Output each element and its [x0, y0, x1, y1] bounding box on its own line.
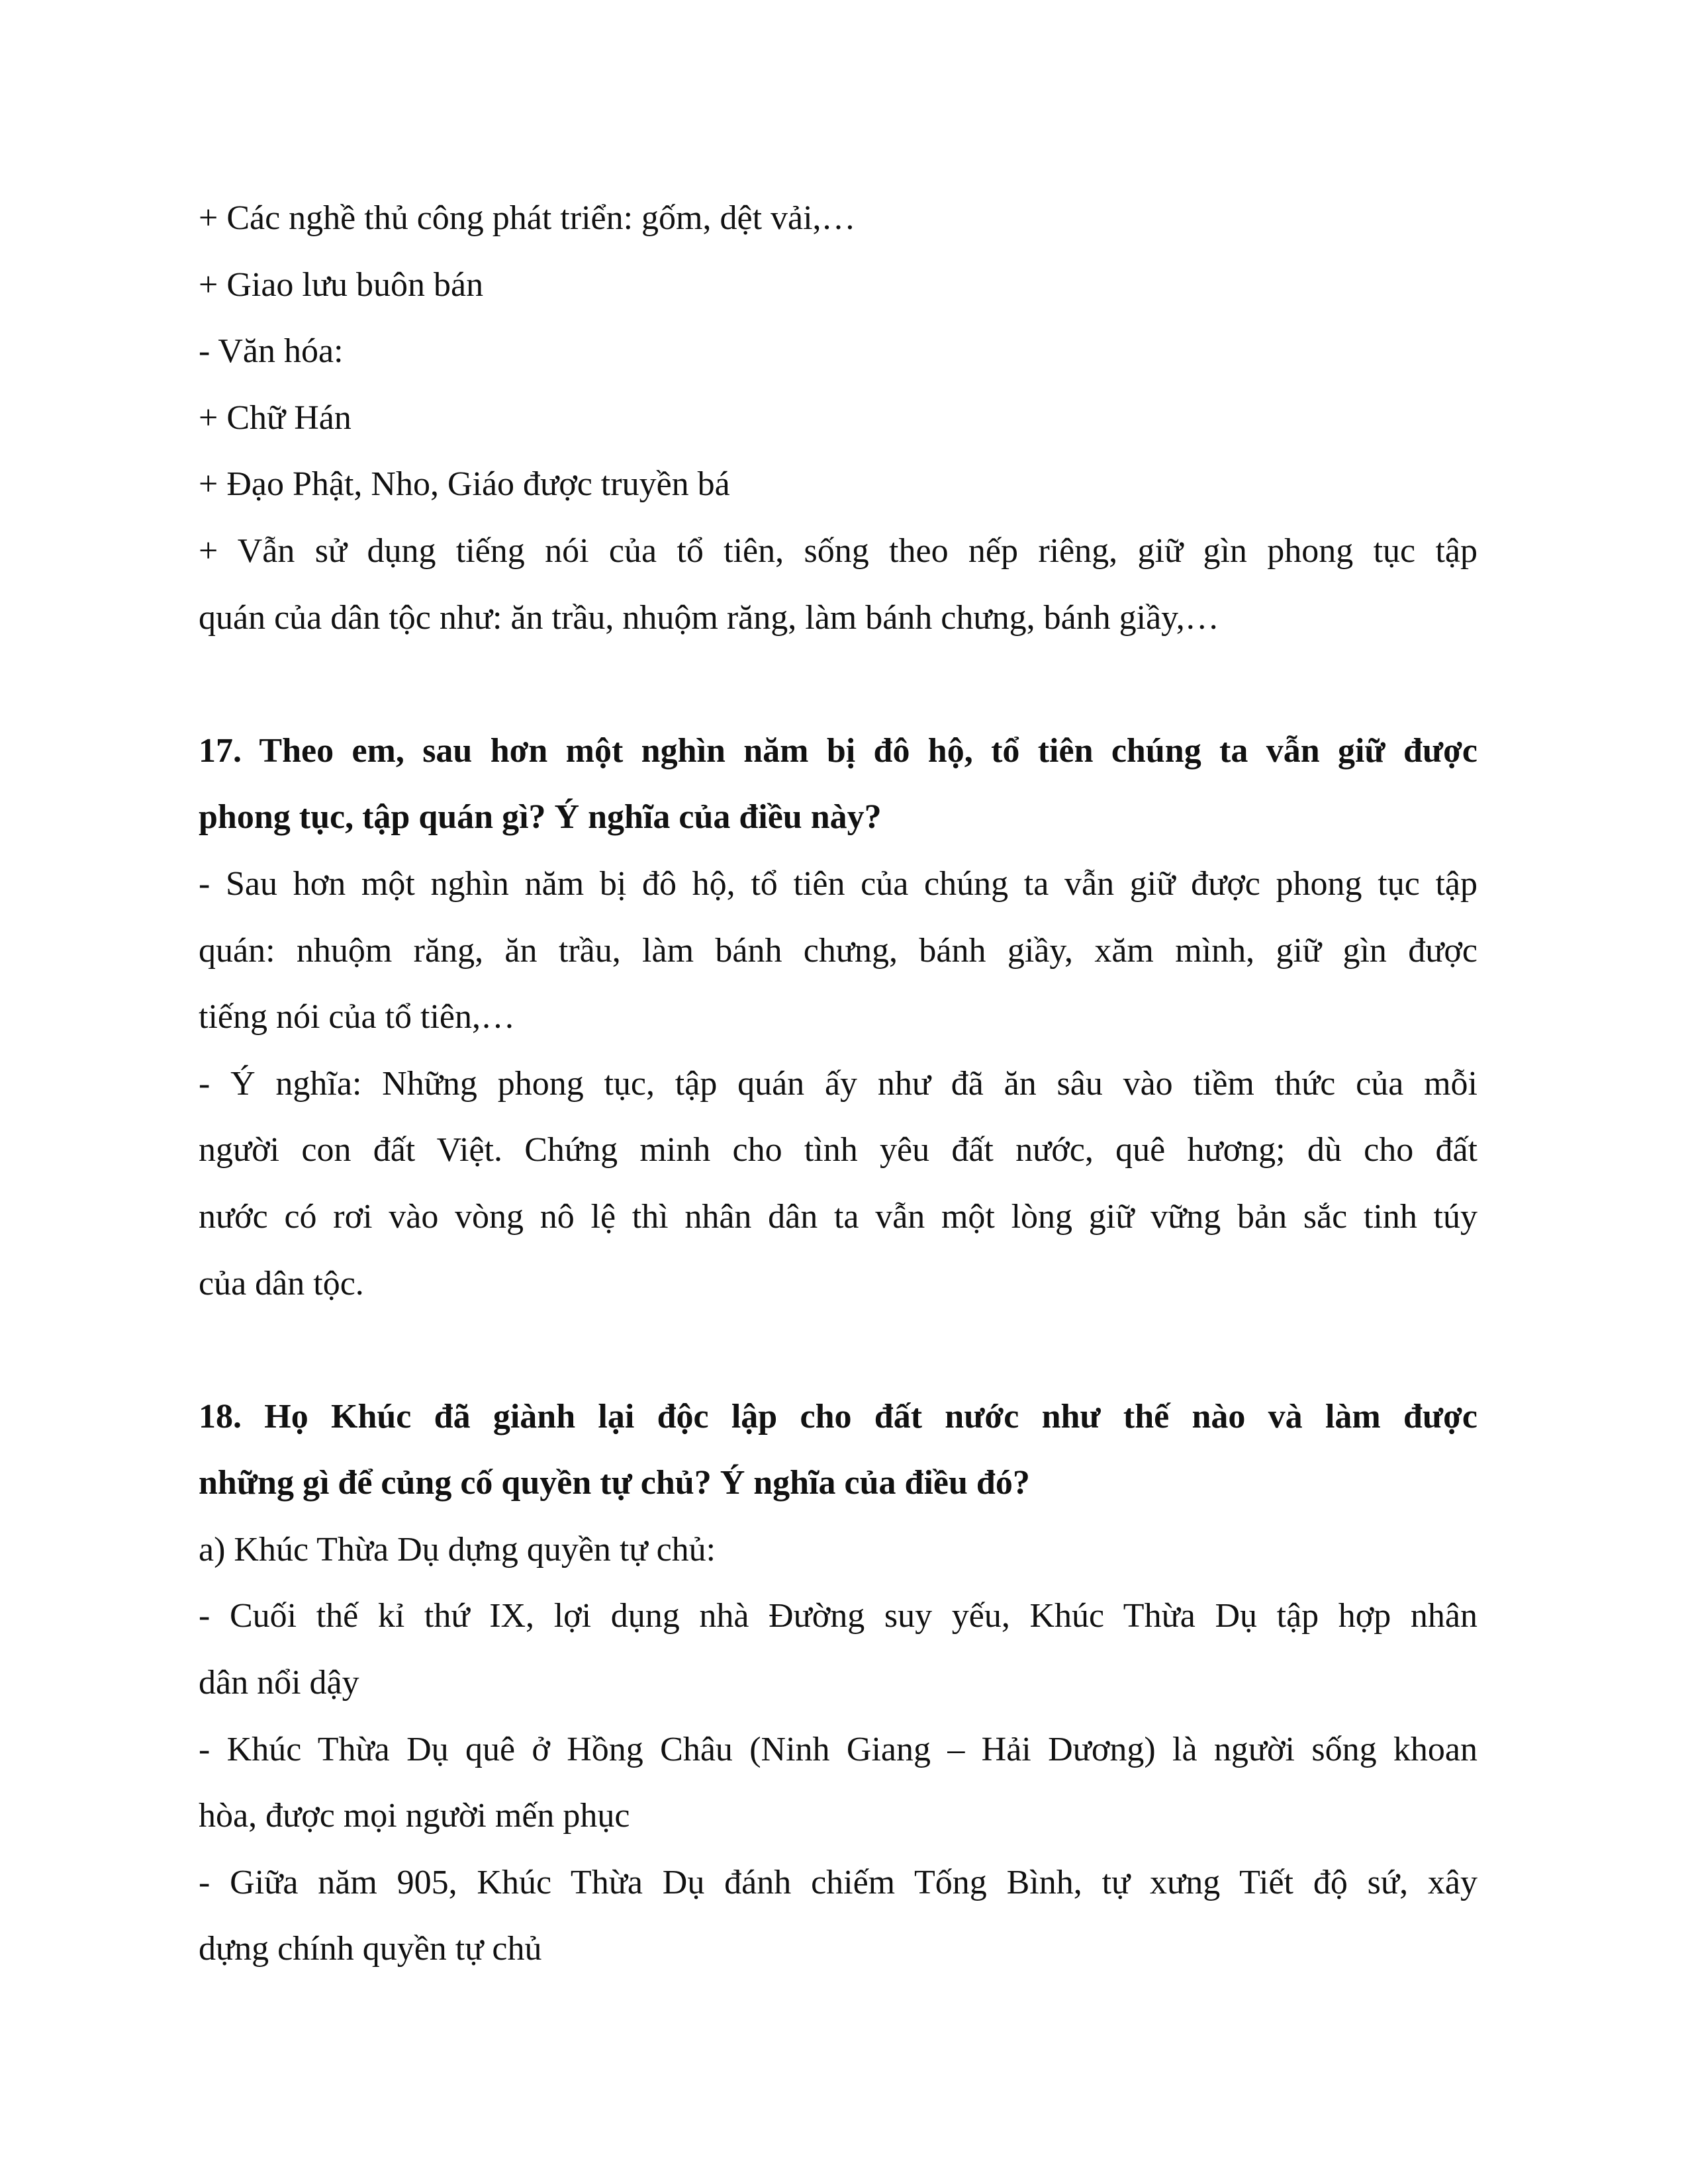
text-line: - Giữa năm 905, Khúc Thừa Dụ đánh chiếm Tống Bình, tự xưng Tiết độ sứ, xây	[199, 1863, 1477, 1901]
text-line: quán: nhuộm răng, ăn trầu, làm bánh chưng, bánh giầy, xăm mình, giữ gìn được	[199, 931, 1477, 970]
text-line: + Đạo Phật, Nho, Giáo được truyền bá	[199, 465, 730, 504]
question-18-heading: 18. Họ Khúc đã giành lại độc lập cho đất nước như thế nào và làm được	[199, 1397, 1477, 1435]
text-line: - Cuối thế kỉ thứ IX, lợi dụng nhà Đường suy yếu, Khúc Thừa Dụ tập hợp nhân	[199, 1597, 1477, 1635]
text-line: - Văn hóa:	[199, 332, 344, 371]
text-line: + Vẫn sử dụng tiếng nói của tổ tiên, sống theo nếp riêng, giữ gìn phong tục tập	[199, 531, 1477, 570]
text-line: a) Khúc Thừa Dụ dựng quyền tự chủ:	[199, 1530, 716, 1569]
text-line: + Giao lưu buôn bán	[199, 265, 484, 304]
text-line: dân nổi dậy	[199, 1664, 359, 1702]
text-line: + Các nghề thủ công phát triển: gốm, dệt vải,…	[199, 199, 856, 237]
question-17-heading: 17. Theo em, sau hơn một nghìn năm bị đô hộ, tổ tiên chúng ta vẫn giữ được	[199, 731, 1477, 770]
text-line: nước có rơi vào vòng nô lệ thì nhân dân ta vẫn một lòng giữ vững bản sắc tinh túy	[199, 1197, 1477, 1236]
text-line: tiếng nói của tổ tiên,…	[199, 998, 516, 1036]
text-line: quán của dân tộc như: ăn trầu, nhuộm răng, làm bánh chưng, bánh giầy,…	[199, 598, 1219, 637]
text-line: - Khúc Thừa Dụ quê ở Hồng Châu (Ninh Giang – Hải Dương) là người sống khoan	[199, 1730, 1477, 1768]
text-line: của dân tộc.	[199, 1264, 364, 1302]
question-17-heading: phong tục, tập quán gì? Ý nghĩa của điều này?	[199, 798, 882, 837]
text-line: dựng chính quyền tự chủ	[199, 1930, 542, 1968]
document-page	[199, 185, 1477, 1983]
paragraph-gap	[199, 651, 1477, 718]
question-18-heading: những gì để củng cố quyền tự chủ? Ý nghĩa của điều đó?	[199, 1464, 1030, 1502]
text-line: người con đất Việt. Chứng minh cho tình yêu đất nước, quê hương; dù cho đất	[199, 1131, 1477, 1169]
text-line: + Chữ Hán	[199, 398, 352, 437]
text-line: hòa, được mọi người mến phục	[199, 1797, 630, 1835]
text-line: - Sau hơn một nghìn năm bị đô hộ, tổ tiên của chúng ta vẫn giữ được phong tục tập	[199, 864, 1477, 903]
text-line: - Ý nghĩa: Những phong tục, tập quán ấy như đã ăn sâu vào tiềm thức của mỗi	[199, 1064, 1477, 1103]
paragraph-gap	[199, 1317, 1477, 1384]
